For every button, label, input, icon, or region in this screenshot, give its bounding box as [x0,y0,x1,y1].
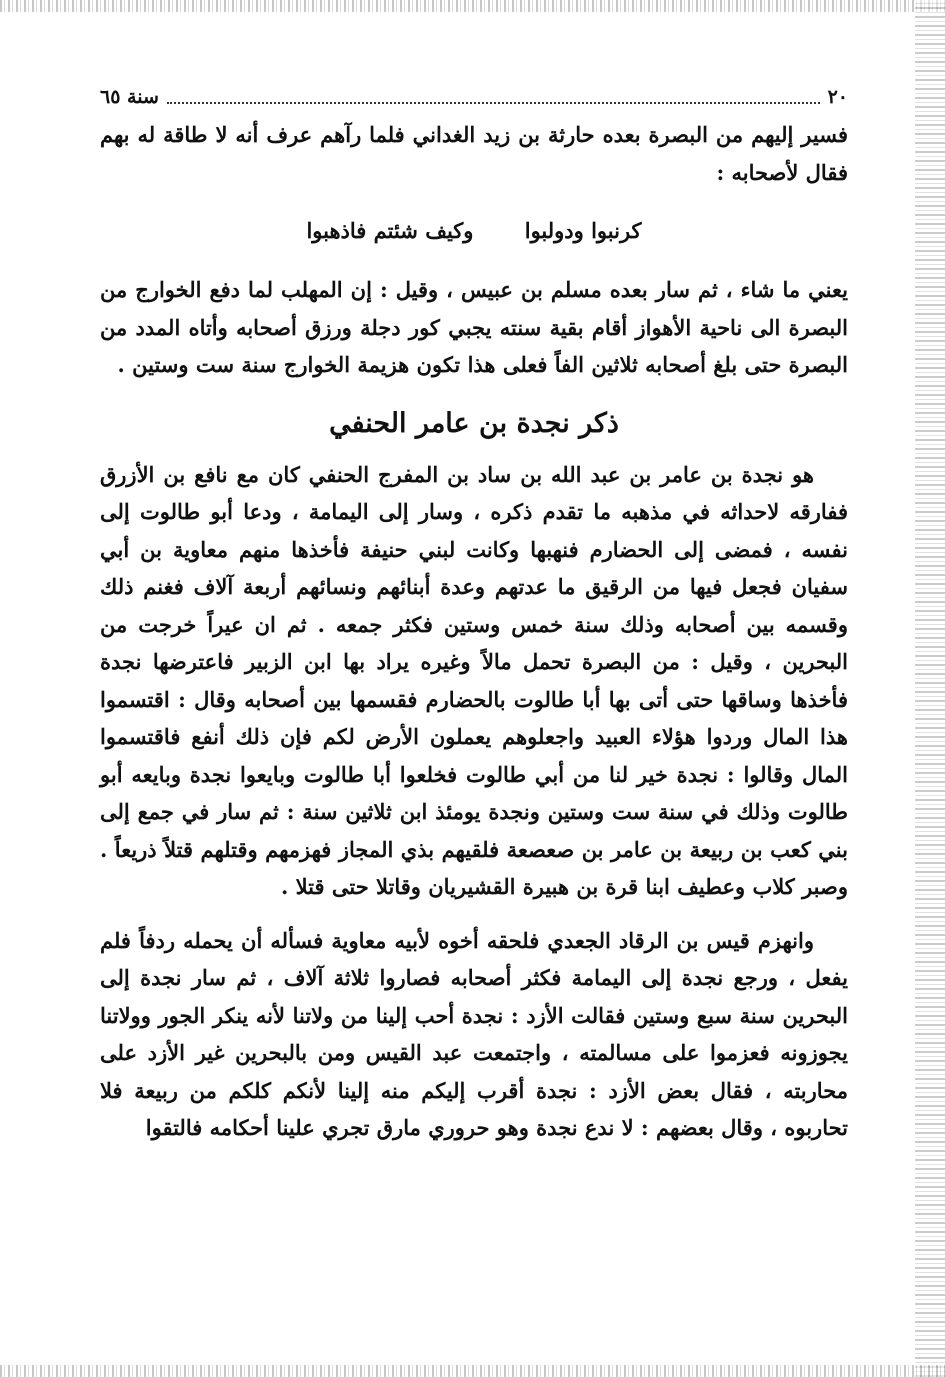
page-border-right [915,0,945,1377]
section-title: ذكر نجدة بن عامر الحنفي [329,407,619,439]
header-year-label: سنة ٦٥ [100,86,159,108]
poetry-verse [100,211,848,251]
verse-hemistich-2: وكيف شئتم فاذهبوا [306,218,474,243]
page-border-bottom [0,1365,945,1377]
header-dotted-leader [167,90,820,104]
running-header [100,82,848,112]
page-border-top [0,0,945,12]
paragraph-3: هو نجدة بن عامر بن عبد الله بن ساد بن المفرج الحنفي كان مع نافع بن الأزرق ففارقه لاحداثه في مذهبه ما تقدم ذكره ، وسار إلى اليمامة ، ودعا أبو طالوت إلى نفسه ، فمضى إلى الحضارم فنهبها وكانت لبني حنيفة فأخذها منهم معاوية بن أبي سفيان فجعل فيها من الرقيق ما عدتهم وعدة أبنائهم ونسائهم أربعة آلاف فغنم ذلك وقسمه بين أصحابه وذلك سنة خمس وستين فكثر جمعه . ثم ان عيراً خرجت من البحرين ، وقيل : من البصرة تحمل مالاً وغيره يراد بها ابن الزبير فاعترضها نجدة فأخذها وساقها حتى أتى بها أبا طالوت بالحضارم فقسمها بين أصحابه وقال : اقتسموا هذا المال وردوا هؤلاء العبيد واجعلوهم يعملون الأرض لكم فإن ذلك أنفع فاقتسموا المال وقالوا : نجدة خير لنا من أبي طالوت فخلعوا أبا طالوت وبايعوا نجدة وبايعه أبو طالوت وذلك في سنة ست وستين ونجدة يومئذ ابن ثلاثين سنة : ثم سار في جمع إلى بني كعب بن ربيعة بن عامر بن صعصعة فلقيهم بذي المجاز فهزمهم وقتلهم قتلاً ذريعاً . وصبر كلاب وعطيف ابنا قرة بن هبيرة القشيريان وقاتلا حتى قتلا . [100,461,848,899]
paragraph-4: وانهزم قيس بن الرقاد الجعدي فلحقه أخوه لأبيه معاوية فسأله أن يحمله ردفاً فلم يفعل ، ورجع نجدة إلى اليمامة فكثر أصحابه فصاروا ثلاثة آلاف ، ثم سار نجدة إلى البحرين سنة سبع وستين فقالت الأزد : نجدة أحب إلينا من ولاتنا لأنه ينكر الجور وولاتنا يجوزونه فعزموا على مسالمته ، واجتمعت عبد القيس ومن بالبحرين غير الأزد على محاربته ، فقال بعض الأزد : نجدة أقرب إليكم منه إلينا لأنكم كلكم من ربيعة فلا تحاربوه ، وقال بعضهم : لا ندع نجدة وهو حروري مارق تجري علينا أحكامه فالتقوا [100,927,848,1140]
paragraph-2: يعني ما شاء ، ثم سار بعده مسلم بن عبيس ، وقيل : إن المهلب لما دفع الخوارج من البصرة الى ناحية الأهواز أقام بقية سنته يجبي كور دجلة ورزق أصحابه وأتاه المدد من البصرة حتى بلغ أصحابه ثلاثين الفاً فعلى هذا تكون هزيمة الخوارج سنة ست وستين . [100,277,848,377]
verse-hemistich-1: كرنبوا ودولبوا [524,218,642,243]
intro-paragraph: فسير إليهم من البصرة بعده حارثة بن زيد الغداني فلما رآهم عرف أنه لا طاقة له بهم فقال لأصحابه : [100,122,848,185]
book-page [100,82,848,1147]
paragraph-spacer [100,906,848,922]
page-number: ٢٠ [827,86,848,108]
